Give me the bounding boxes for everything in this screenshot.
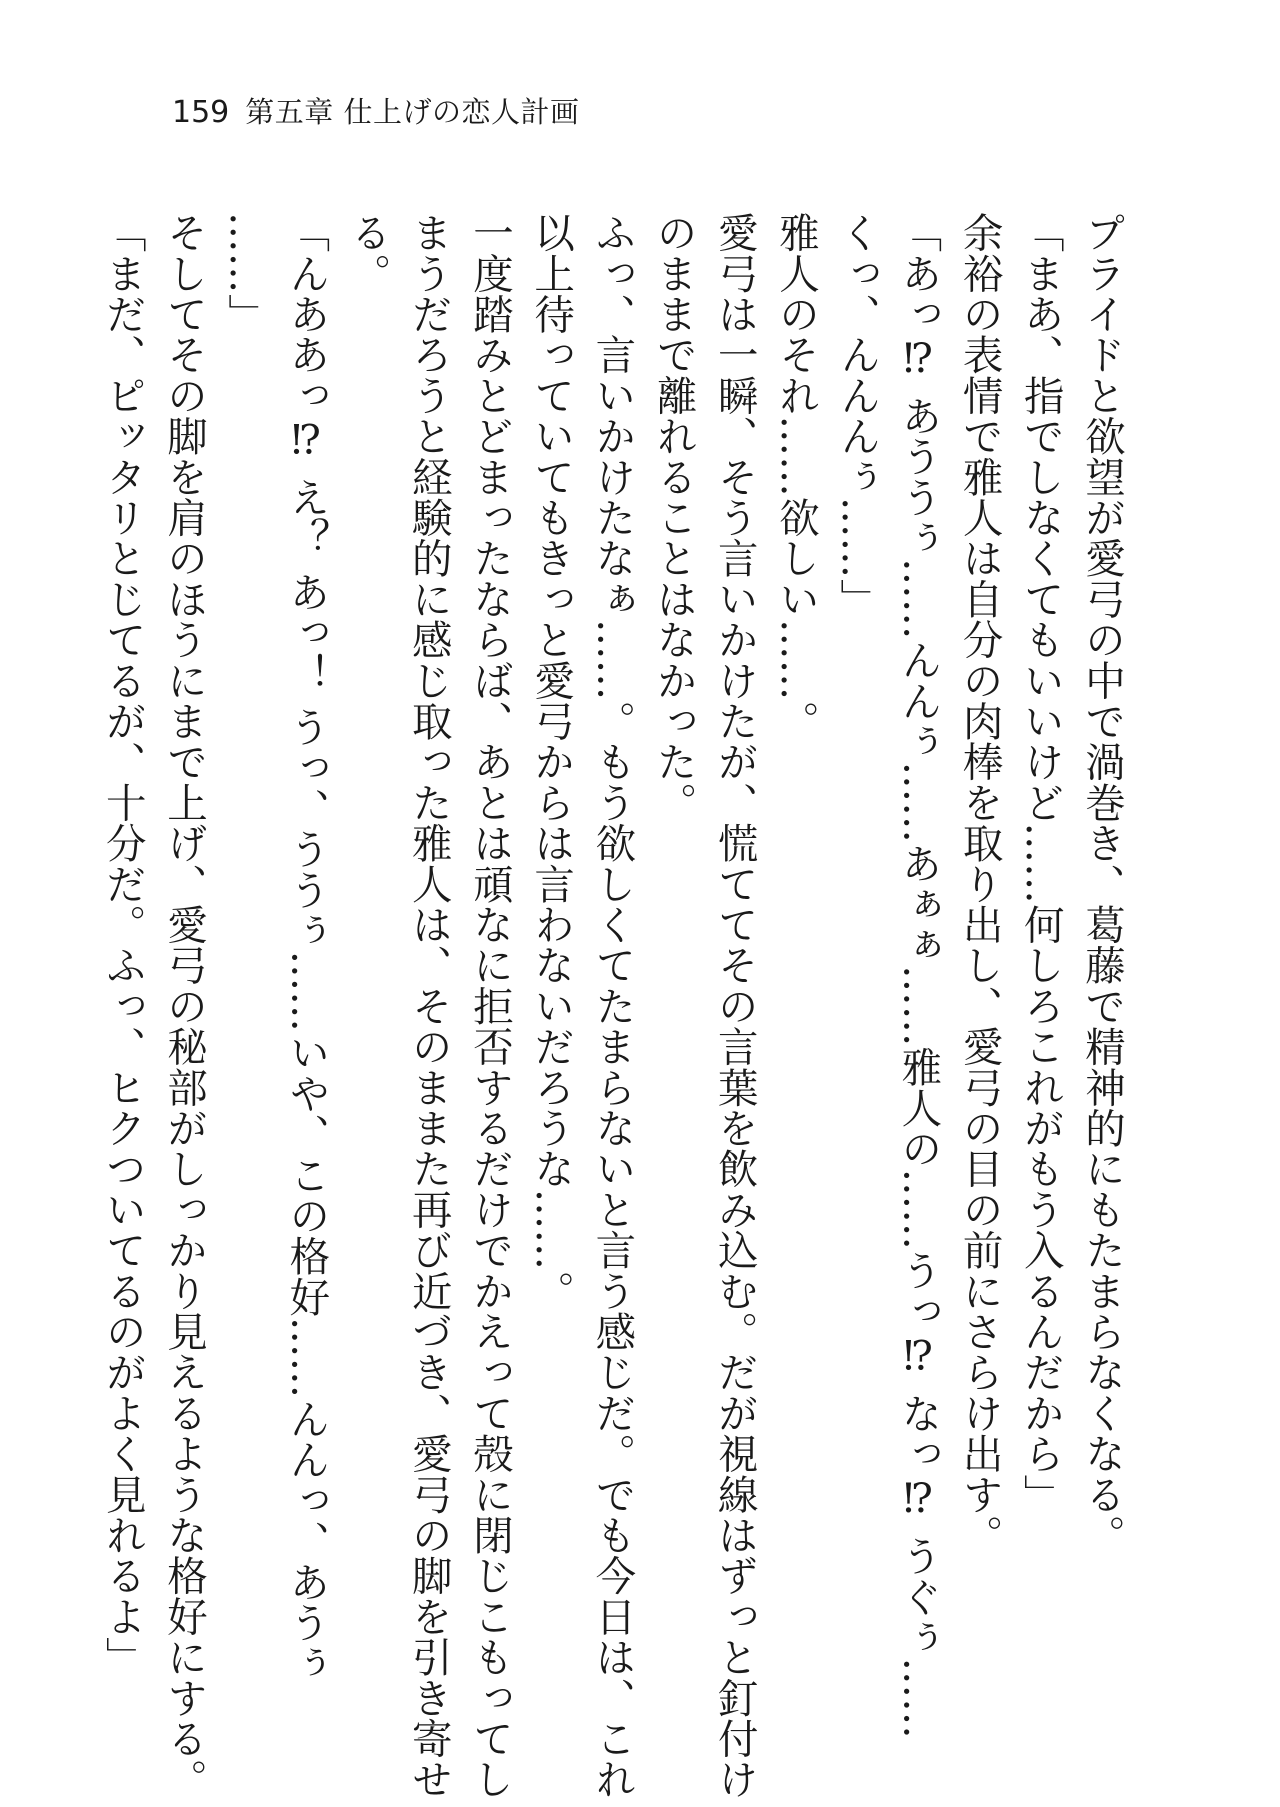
text-line: 「んああっ⁉ え？ あっ！ うっ、ううぅ……いや、この格好……んんっ、あうぅ	[282, 212, 331, 1684]
chapter-title: 第五章 仕上げの恋人計画	[245, 95, 580, 129]
text-line: 一度踏みとどまったならば、あとは頑なに拒否するだけでかえって殻に閉じこもってし	[465, 212, 514, 1800]
text-line: ……」	[221, 212, 270, 335]
text-line: 雅人のそれ……欲しい……。	[771, 212, 820, 742]
text-line: まうだろうと経験的に感じ取った雅人は、そのままた再び近づき、愛弓の脚を引き寄せ	[404, 212, 453, 1800]
text-line: プライドと欲望が愛弓の中で渦巻き、葛藤で精神的にもたまらなくなる。	[1078, 212, 1126, 1556]
page-number: 159	[172, 95, 230, 130]
text-line: 「あっ⁉ あううぅ……んんぅ……あぁぁ……雅人の……うっ⁉ なっ⁉ うぐぅ……	[894, 212, 943, 1739]
text-line: 「まだ、ピッタリとじてるが、十分だ。ふっ、ヒクついてるのがよく見れるよ」	[98, 212, 147, 1678]
text-line: る。	[343, 212, 392, 294]
text-line: くっ、んんんぅ……」	[833, 212, 882, 619]
text-line: 余裕の表情で雅人は自分の肉棒を取り出し、愛弓の目の前にさらけ出す。	[955, 212, 1004, 1556]
text-line: そしてその脚を肩のほうにまで上げ、愛弓の秘部がしっかり見えるような格好にする。	[159, 212, 208, 1800]
text-line: 以上待っていてもきっと愛弓からは言わないだろうな……。	[527, 212, 576, 1311]
vertical-body-text	[98, 212, 1132, 1800]
text-line: のままで離れることはなかった。	[649, 212, 698, 823]
text-line: ふっ、言いかけたなぁ……。もう欲しくてたまらないと言う感じだ。でも今日は、これ	[588, 212, 637, 1800]
text-line: 「まあ、指でしなくてもいいけど……何しろこれがもう入るんだから」	[1016, 212, 1065, 1515]
running-head	[172, 92, 579, 132]
text-line: 愛弓は一瞬、そう言いかけたが、慌ててその言葉を飲み込む。だが視線はずっと釘付け	[710, 212, 759, 1800]
